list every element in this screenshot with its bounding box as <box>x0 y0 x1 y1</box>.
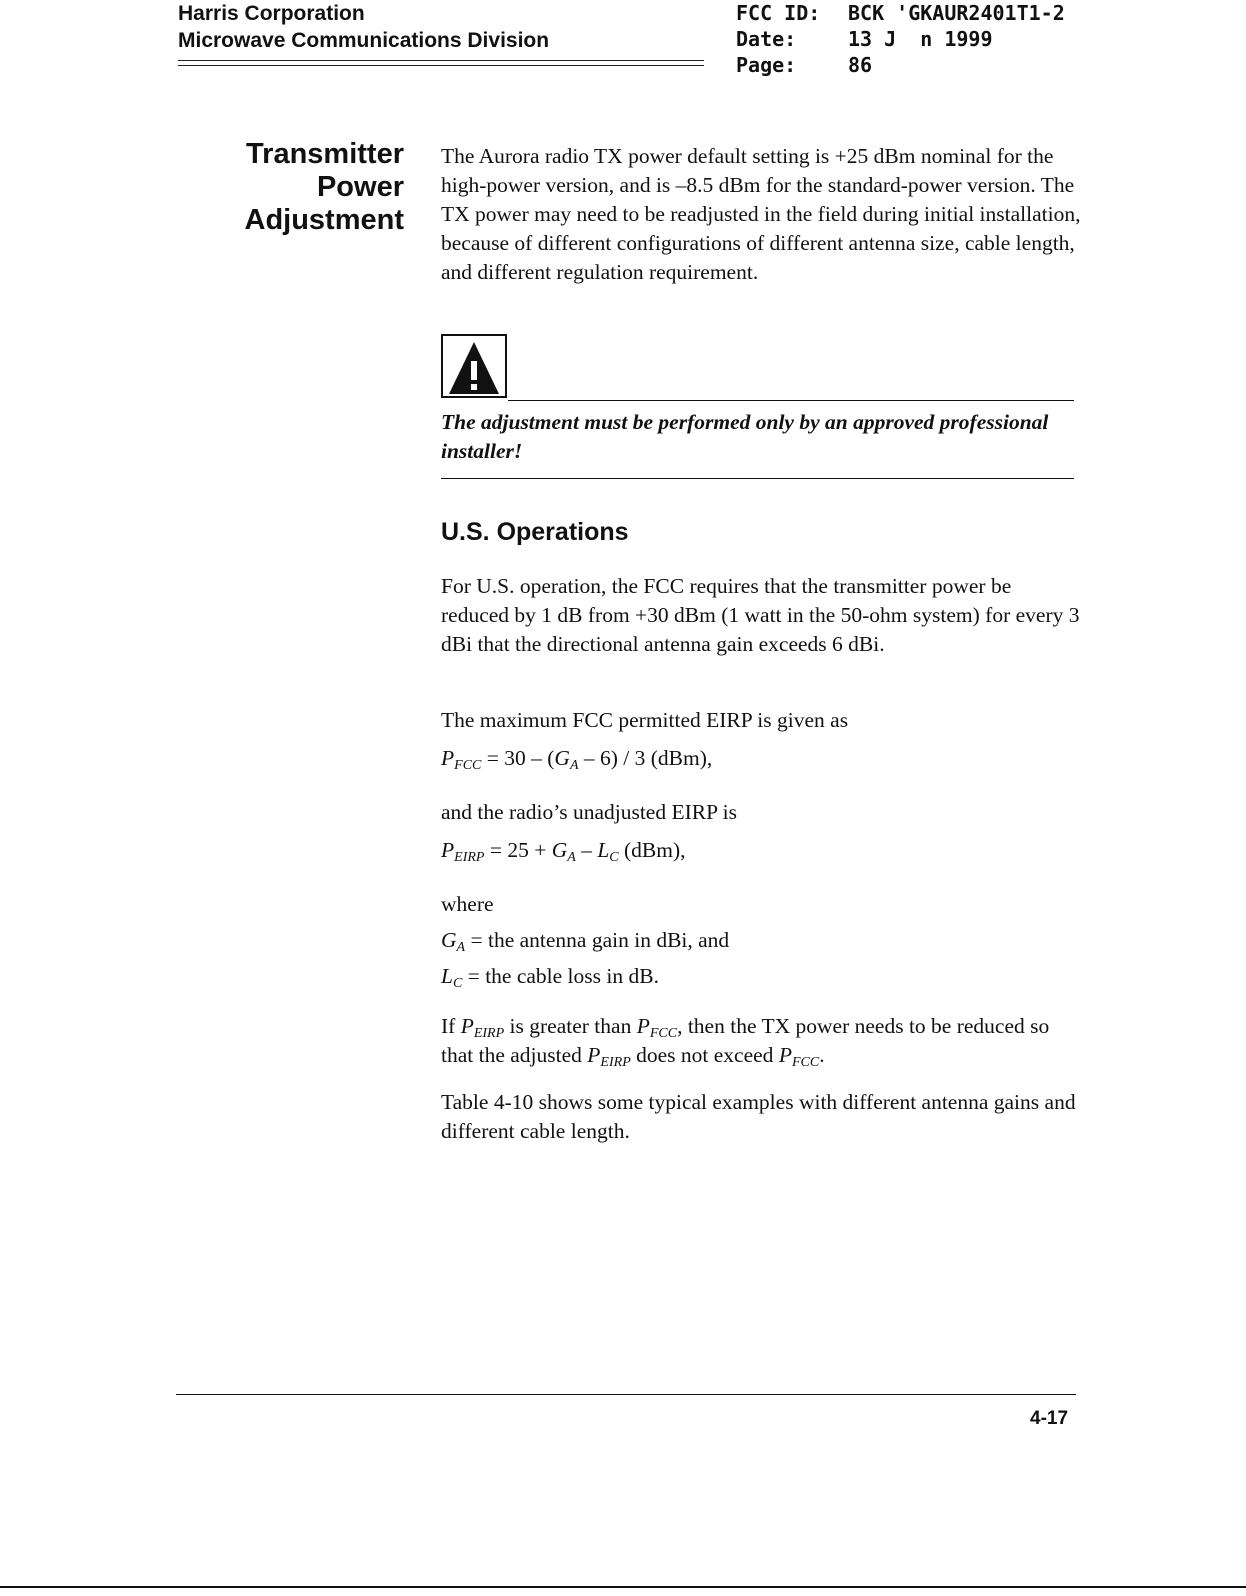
cond-s3: EIRP <box>600 1055 631 1070</box>
fcc-id-value: BCK 'GKAUR2401T1-2 <box>848 1 1065 25</box>
bottom-edge-rule <box>0 1586 1246 1588</box>
cond-s4: FCC <box>791 1055 820 1070</box>
cond-p4: P <box>778 1043 792 1067</box>
company-name: Harris Corporation <box>178 2 365 25</box>
cond-p1: P <box>460 1014 474 1038</box>
cond-s2: FCC <box>649 1026 678 1041</box>
eq1-p-symbol: P <box>441 746 455 770</box>
fcc-id-row <box>736 0 1065 26</box>
section-heading-line-3: Adjustment <box>244 204 404 236</box>
cond-t5: . <box>819 1043 825 1067</box>
eq2-l-symbol: L <box>597 838 610 862</box>
section-heading <box>200 138 404 237</box>
cond-s1: EIRP <box>473 1026 505 1041</box>
def-lc-text: = the cable loss in dB. <box>462 964 659 988</box>
header-rule-top <box>178 60 704 61</box>
footer-rule <box>176 1394 1076 1395</box>
eq2-minus: – <box>575 838 598 862</box>
eq2-l-subscript: C <box>609 850 619 865</box>
eq2-p-symbol: P <box>441 838 455 862</box>
def-lc-symbol: L <box>441 964 453 988</box>
equation-pfcc <box>441 744 1081 773</box>
warning-rule-top <box>508 400 1074 401</box>
where-text: where <box>441 892 494 916</box>
header-left <box>178 0 549 54</box>
eq1-p-subscript: FCC <box>454 758 482 773</box>
cond-p2: P <box>636 1014 650 1038</box>
unadjusted-eirp-intro: and the radio’s unadjusted EIRP is <box>441 800 737 824</box>
cond-p3: P <box>587 1043 601 1067</box>
page-label: Page: <box>736 53 797 77</box>
def-ga-text: = the antenna gain in dBi, and <box>465 928 730 952</box>
def-lc-subscript: C <box>452 976 463 991</box>
cond-t2: is greater than <box>504 1014 637 1038</box>
eq2-p-subscript: EIRP <box>454 850 485 865</box>
table-reference-paragraph: Table 4-10 shows some typical examples with different antenna gains and different cable length. <box>441 1090 1076 1143</box>
eq2-g-subscript: A <box>567 850 576 865</box>
intro-paragraph: The Aurora radio TX power default setting is +25 dBm nominal for the high-power version, and is –8.5 dBm for the standard-power version. The TX power may need to be readjusted in the field during initial installation, because of different configurations of different antenna size, cable length, and different regulation requirement. <box>441 144 1081 284</box>
header-right <box>736 0 1065 78</box>
us-operations-heading: U.S. Operations <box>441 518 629 546</box>
cond-t3: , then the TX power needs to be reduced so that the adjusted <box>441 1014 1050 1067</box>
eq1-g-subscript: A <box>569 758 579 773</box>
eq1-rest: – 6) / 3 (dBm), <box>578 746 713 770</box>
adjustment-condition-paragraph <box>441 1012 1081 1070</box>
fcc-id-label: FCC ID: <box>736 1 821 25</box>
eq2-mid: = 25 + <box>484 838 552 862</box>
eq1-g-symbol: G <box>554 746 570 770</box>
date-label: Date: <box>736 27 797 51</box>
cond-t1: If <box>441 1014 461 1038</box>
eq2-rest: (dBm), <box>618 838 686 862</box>
warning-triangle-icon <box>443 336 505 396</box>
cond-t4: does not exceed <box>630 1043 779 1067</box>
eq2-g-symbol: G <box>551 838 568 862</box>
equation-peirp <box>441 836 1081 865</box>
def-ga-symbol: G <box>441 928 457 952</box>
page-number: 4-17 <box>1030 1408 1069 1429</box>
date-row <box>736 26 1065 52</box>
warning-icon <box>441 334 507 398</box>
definition-ga <box>441 926 1081 955</box>
eq1-mid: = 30 – ( <box>481 746 555 770</box>
header-rule-bottom <box>178 65 704 66</box>
division-name: Microwave Communications Division <box>178 29 550 52</box>
definition-lc <box>441 962 1081 991</box>
us-operations-paragraph: For U.S. operation, the FCC requires that the transmitter power be reduced by 1 dB from +30 dBm (1 watt in the 50-ohm system) for every 3 dBi that the directional antenna gain exceeds 6 dBi. <box>441 574 1080 656</box>
page-row <box>736 52 1065 78</box>
max-eirp-intro: The maximum FCC permitted EIRP is given as <box>441 708 849 732</box>
warning-rule-bottom <box>441 478 1074 479</box>
warning-text: The adjustment must be performed only by an approved professional installer! <box>441 410 1049 463</box>
section-heading-line-2: Power <box>316 171 404 203</box>
date-value: 13 J n 1999 <box>848 27 993 51</box>
page-value: 86 <box>848 53 873 77</box>
def-ga-subscript: A <box>456 940 466 955</box>
section-heading-line-1: Transmitter <box>246 138 404 170</box>
